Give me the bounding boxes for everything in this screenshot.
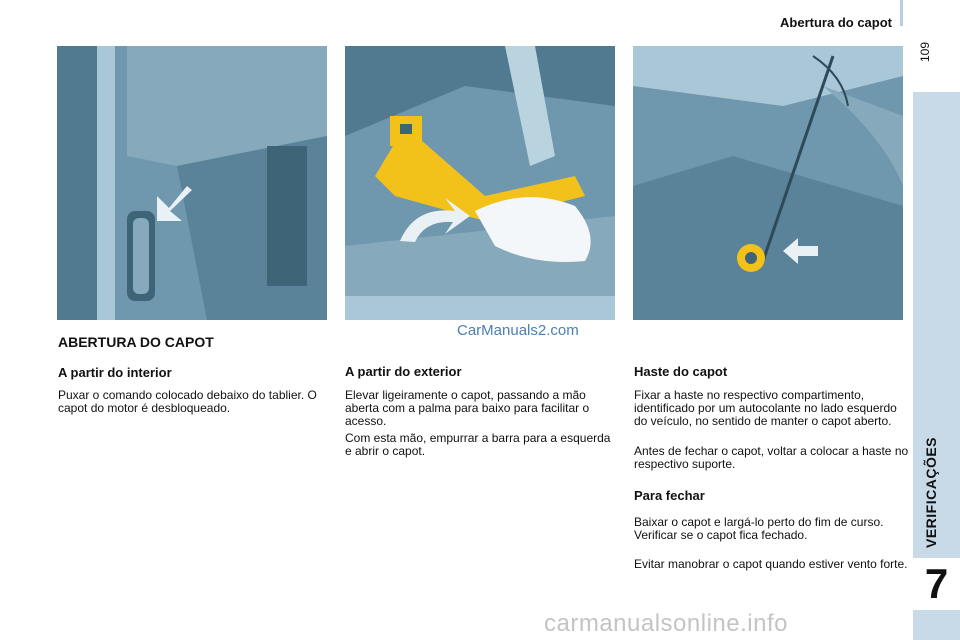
page-number: 109 — [918, 41, 932, 62]
exterior-heading: A partir do exterior — [345, 364, 462, 379]
exterior-paragraph-1: Elevar ligeiramente o capot, passando a mão aberta com a palma para baixo para facilitar o acesso. — [345, 388, 590, 428]
fechar-paragraph-2: Evitar manobrar o capot quando estiver vento forte. — [634, 557, 908, 571]
section-label: VERIFICAÇÕES — [923, 436, 939, 548]
exterior-lever-photo — [345, 46, 615, 320]
chapter-number: 7 — [924, 560, 949, 607]
interior-paragraph: Puxar o comando colocado debaixo do tablier. O capot do motor é desbloqueado. — [58, 388, 317, 415]
footer-watermark[interactable]: carmanualsonline.info — [544, 610, 788, 637]
interior-heading: A partir do interior — [58, 365, 172, 380]
fechar-paragraph-1: Baixar o capot e largá-lo perto do fim de curso. Verificar se o capot fica fechado. — [634, 515, 884, 542]
haste-heading: Haste do capot — [634, 364, 728, 379]
watermark-link[interactable]: CarManuals2.com — [457, 322, 579, 339]
top-rule — [900, 0, 903, 26]
header-title: Abertura do capot — [780, 15, 892, 30]
fechar-heading: Para fechar — [634, 488, 705, 503]
interior-release-photo — [57, 46, 327, 320]
haste-paragraph-2: Antes de fechar o capot, voltar a colocar a haste no respectivo suporte. — [634, 444, 909, 471]
haste-paragraph-1: Fixar a haste no respectivo compartimento, identificado por um autocolante no lado esquerdo do veículo, no sentido de manter o capot aberto. — [634, 388, 897, 428]
bonnet-stay-photo — [633, 46, 903, 320]
exterior-paragraph-2: Com esta mão, empurrar a barra para a esquerda e abrir o capot. — [345, 431, 611, 458]
main-title: ABERTURA DO CAPOT — [58, 334, 214, 350]
